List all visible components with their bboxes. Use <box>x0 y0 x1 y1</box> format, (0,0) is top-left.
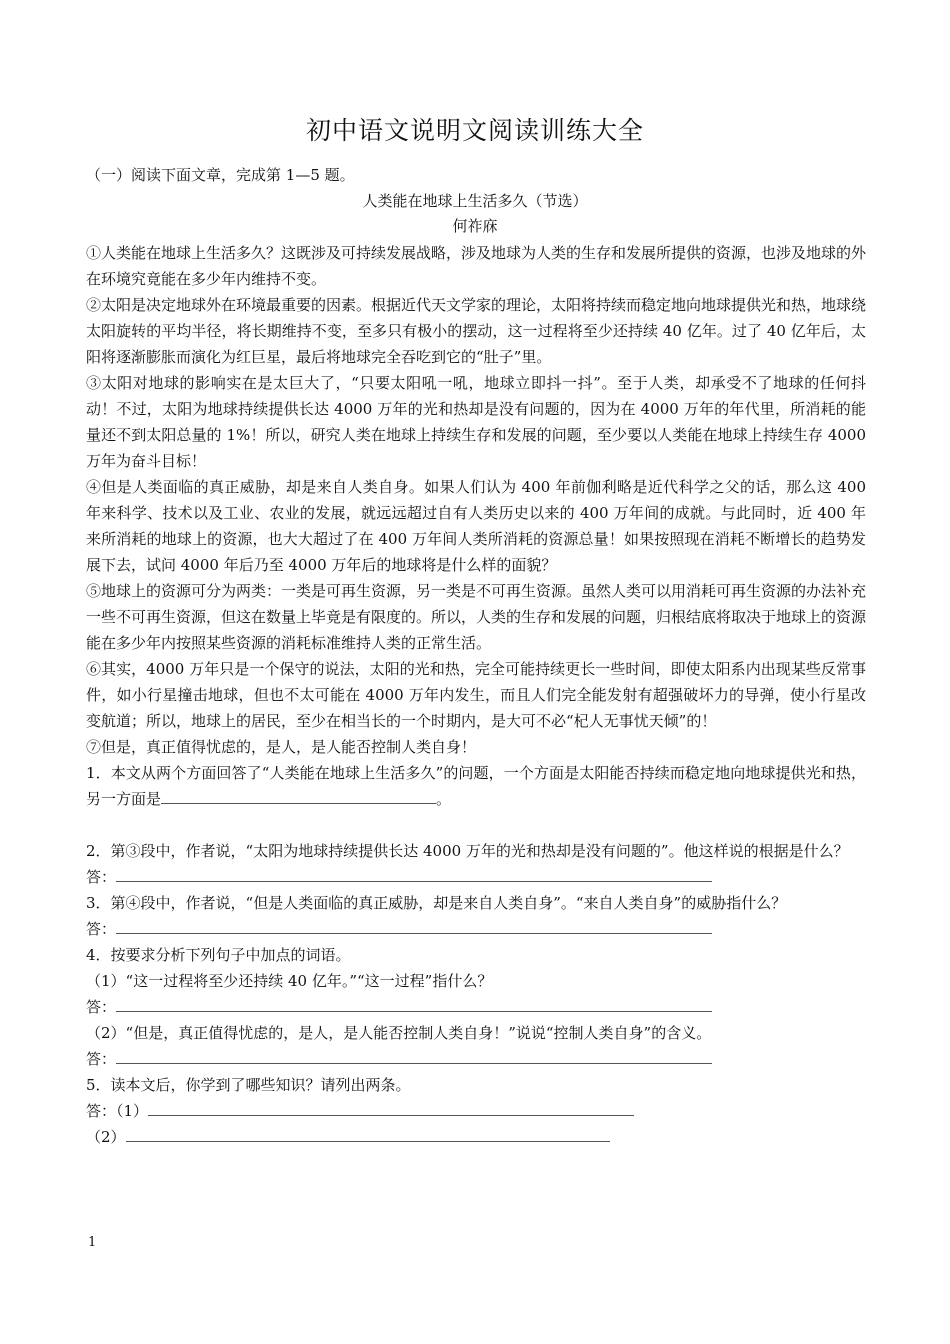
question-3: 3．第④段中，作者说，“但是人类面临的真正威胁，却是来自人类自身”。“来自人类自身”的威胁指什么？ <box>86 894 787 912</box>
answer-item-2-label: （2） <box>86 1128 126 1146</box>
question-4: 4．按要求分析下列句子中加点的词语。 <box>86 946 351 964</box>
answer-line-2 <box>86 864 866 890</box>
paragraph-6: ⑥其实，4000 万年只是一个保守的说法，太阳的光和热，完全可能持续更长一些时间，即使太阳系内出现某些反常事件，如小行星撞击地球，但也不太可能在 4000 万年内发生，而且人们完全能发射有超强破坏力的导弹，使小行星改变航道；所以，地球上的居民，至少在相当长的一个时期内，是大可不必“杞人无事忧天倾”的！ <box>86 660 866 730</box>
spacer <box>86 812 866 838</box>
answer-line-4-1 <box>86 994 866 1020</box>
answer-line-5-1 <box>86 1098 866 1124</box>
article-title: 人类能在地球上生活多久（节选） <box>362 192 588 210</box>
answer-label: 答： <box>86 920 117 938</box>
paragraph-2: ②太阳是决定地球外在环境最重要的因素。根据近代天文学家的理论，太阳将持续而稳定地向地球提供光和热，地球绕太阳旋转的平均半径，将长期维持不变，至多只有极小的摆动，这一过程将至少还持续 40 亿年。过了 40 亿年后，太阳将逐渐膨胀而演化为红巨星，最后将地球完全吞吃到它的“肚子”里。 <box>86 296 867 366</box>
question-5: 5．读本文后，你学到了哪些知识？请列出两条。 <box>86 1076 411 1094</box>
answer-blank-4-2[interactable] <box>116 1047 712 1064</box>
paragraph-5: ⑤地球上的资源可分为两类：一类是可再生资源，另一类是不可再生资源。虽然人类可以用消耗可再生资源的办法补充一些不可再生资源，但这在数量上毕竟是有限度的。所以，人类的生存和发展的问题，归根结底将取决于地球上的资源能在多少年内按照某些资源的消耗标准维持人类的正常生活。 <box>86 582 867 652</box>
answer-blank-2[interactable] <box>116 865 712 882</box>
article-body <box>86 240 866 1150</box>
article-author: 何祚庥 <box>452 217 498 235</box>
question-4-1: （1）“这一过程将至少还持续 40 亿年。”“这一过程”指什么？ <box>86 972 493 990</box>
answer-blank-5-2[interactable] <box>126 1125 610 1142</box>
answer-line-5-2 <box>86 1124 866 1150</box>
document-title: 初中语文说明文阅读训练大全 <box>305 116 644 145</box>
answer-blank-3[interactable] <box>116 917 712 934</box>
answer-blank-5-1[interactable] <box>148 1099 634 1116</box>
answer-blank-1[interactable] <box>161 787 436 804</box>
paragraph-3: ③太阳对地球的影响实在是太巨大了，“只要太阳吼一吼，地球立即抖一抖”。至于人类，却承受不了地球的任何抖动！不过，太阳为地球持续提供长达 4000 万年的光和热却是没有问题的，因为在 4000 万年的年代里，所消耗的能量还不到太阳总量的 1%！所以，研究人类在地球上持续生存和发展的问题，至少要以人类能在地球上持续生存 4000 万年为奋斗目标！ <box>86 374 866 470</box>
answer-label: 答： <box>86 868 117 886</box>
question-1-end: 。 <box>436 790 452 808</box>
questions <box>86 760 866 1150</box>
question-4-2: （2）“但是，真正值得忧虑的，是人，是人能否控制人类自身！”说说“控制人类自身”的含义。 <box>86 1024 712 1042</box>
question-1 <box>86 760 866 812</box>
answer-line-4-2 <box>86 1046 866 1072</box>
answer-label: 答： <box>86 1102 117 1120</box>
question-1-text: 1．本文从两个方面回答了“人类能在地球上生活多久”的问题，一个方面是太阳能否持续而稳定地向地球提供光和热，另一方面是 <box>86 764 866 808</box>
paragraph-4: ④但是人类面临的真正威胁，却是来自人类自身。如果人们认为 400 年前伽利略是近代科学之父的话，那么这 400 年来科学、技术以及工业、农业的发展，就远远超过自有人类历史以来的 400 万年间的成就。与此同时，近 400 年来所消耗的地球上的资源，也大大超过了在 400 万年间人类所消耗的资源总量！如果按照现在消耗不断增长的趋势发展下去，试问 4000 年后乃至 4000 万年后的地球将是什么样的面貌？ <box>86 478 866 574</box>
question-2: 2．第③段中，作者说，“太阳为地球持续提供长达 4000 万年的光和热却是没有问题的”。他这样说的根据是什么？ <box>86 842 849 860</box>
answer-label: 答： <box>86 998 117 1016</box>
paragraph-7: ⑦但是，真正值得忧虑的，是人，是人能否控制人类自身！ <box>86 738 477 756</box>
answer-item-1-label: （1） <box>116 1102 149 1120</box>
answer-label: 答： <box>86 1050 117 1068</box>
answer-blank-4-1[interactable] <box>116 995 712 1012</box>
answer-line-3 <box>86 916 866 942</box>
section-intro: （一）阅读下面文章，完成第 1—5 题。 <box>86 166 355 184</box>
page-number: 1 <box>88 1235 97 1250</box>
paragraph-1: ①人类能在地球上生活多久？这既涉及可持续发展战略，涉及地球为人类的生存和发展所提供的资源，也涉及地球的外在环境究竟能在多少年内维持不变。 <box>86 244 867 288</box>
